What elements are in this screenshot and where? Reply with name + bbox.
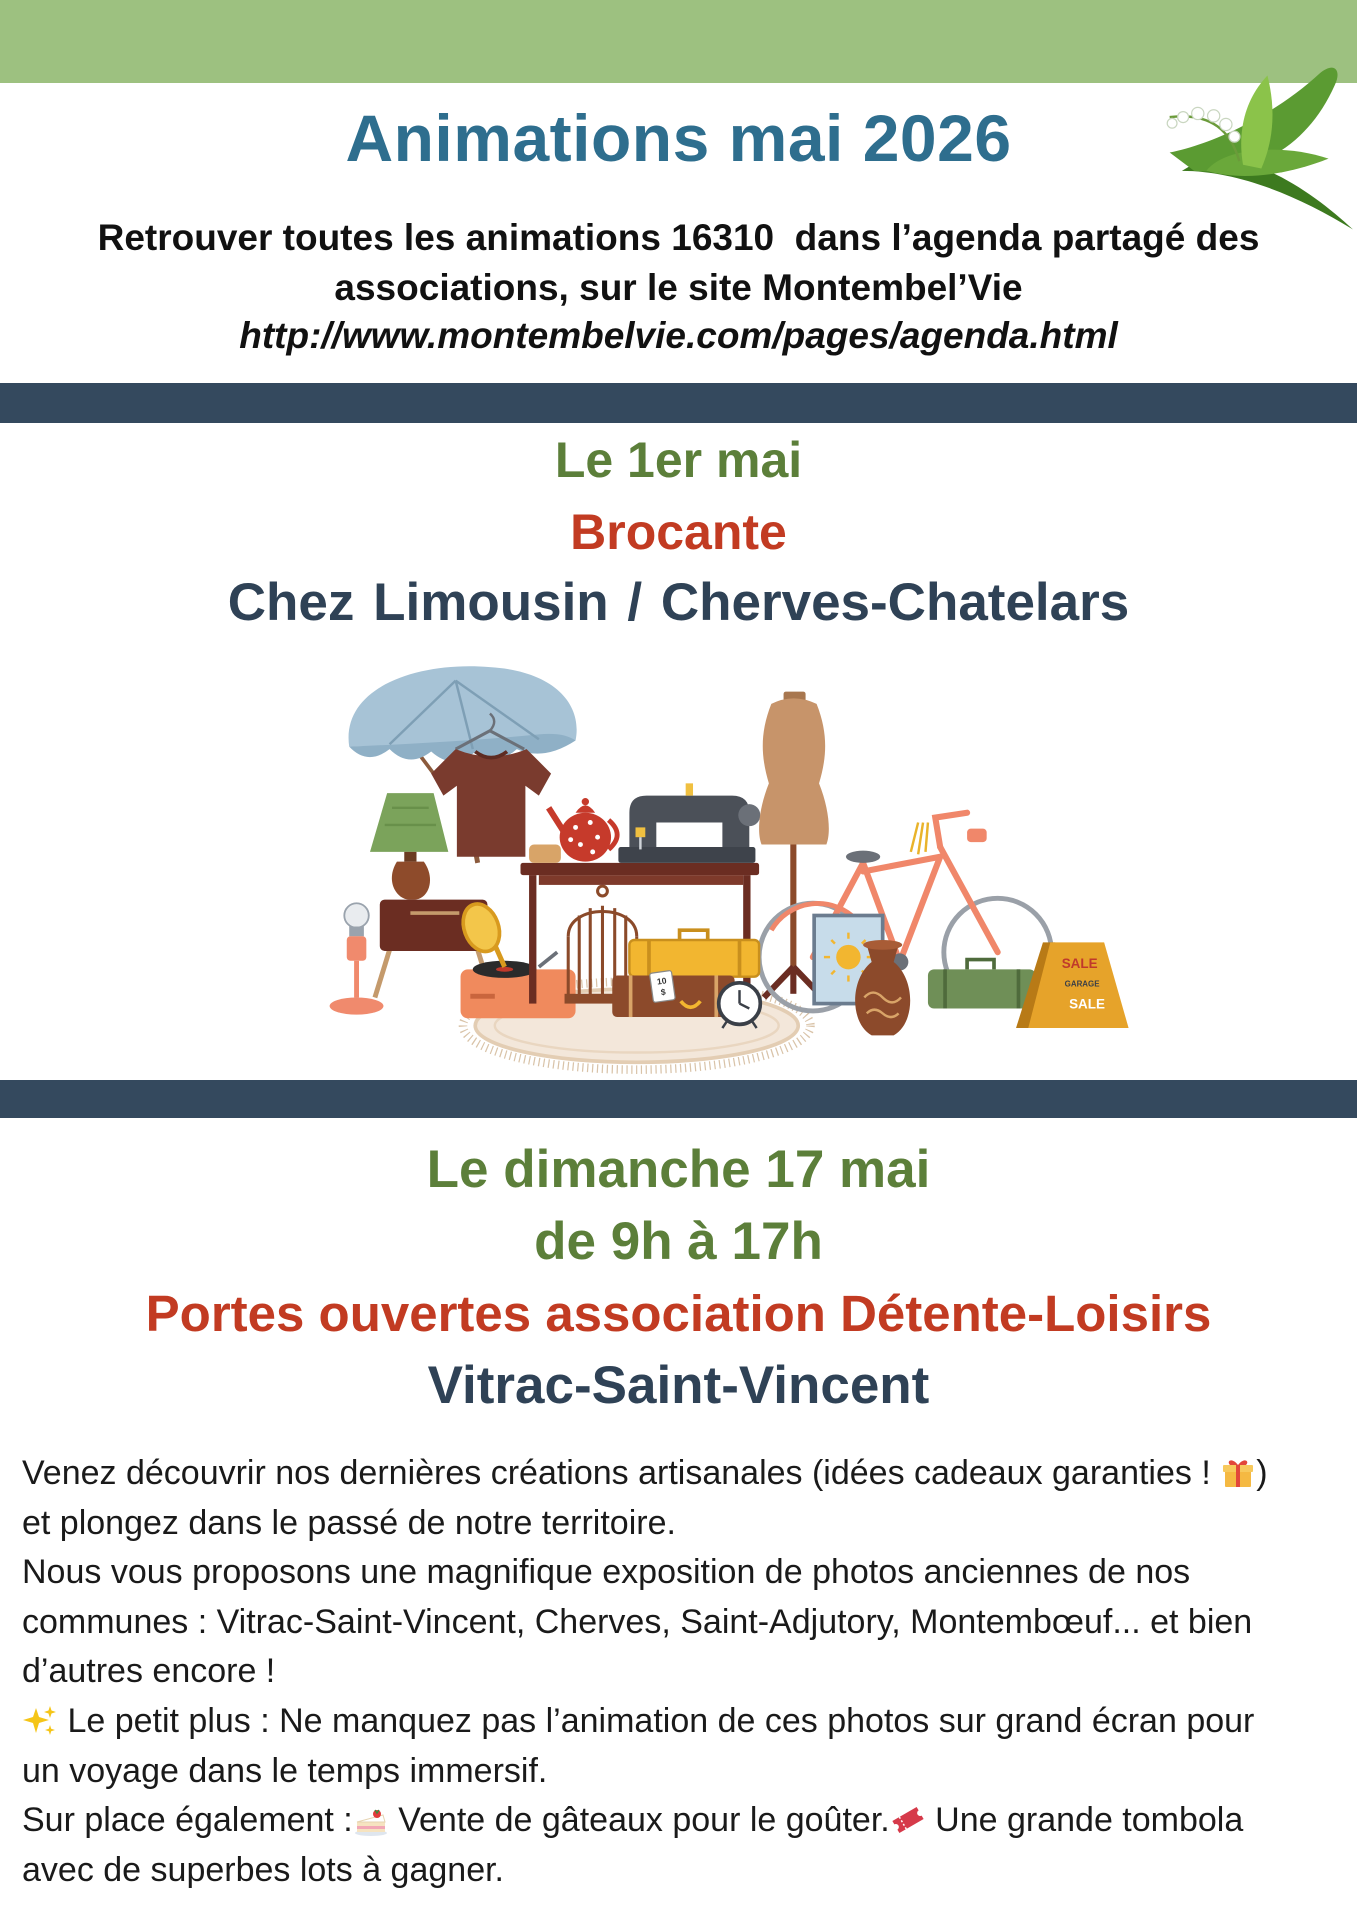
- sparkles-icon: [22, 1703, 58, 1739]
- intro-text-line: Retrouver toutes les animations 16310 dans l’agenda partagé des: [97, 217, 1260, 258]
- description-line: [22, 1697, 1254, 1747]
- sign-text-bottom: SALE: [1069, 996, 1105, 1012]
- description-line: [22, 1647, 275, 1697]
- section-divider: [0, 383, 1357, 423]
- agenda-link[interactable]: http://www.montembelvie.com/pages/agenda.html: [239, 315, 1118, 356]
- cake-icon: [353, 1802, 389, 1838]
- event-2-date: Le dimanche 17 mai: [426, 1140, 931, 1199]
- description-text: un voyage dans le temps immersif.: [22, 1751, 548, 1790]
- garage-sale-illustration: [318, 661, 1139, 1077]
- description-text: Vente de gâteaux pour le goûter.: [388, 1801, 890, 1840]
- description-text: avec de superbes lots à gagner.: [22, 1850, 504, 1889]
- description-text: et plongez dans le passé de notre territoire.: [22, 1503, 676, 1542]
- description-text: communes : Vitrac-Saint-Vincent, Cherves, Saint-Adjutory, Montembœuf... et bien: [22, 1602, 1253, 1641]
- description-text: ): [1256, 1454, 1268, 1492]
- price-tag: [649, 970, 675, 1002]
- event-1-date: Le 1er mai: [554, 432, 803, 488]
- sewing-machine: [618, 783, 760, 863]
- event-2-location: Vitrac-Saint-Vincent: [427, 1356, 930, 1415]
- gift-icon: [1220, 1455, 1256, 1491]
- description-text: Nous vous proposons une magnifique exposition de photos anciennes de nos: [22, 1553, 1191, 1592]
- description-line: [22, 1449, 1268, 1499]
- record-player: [457, 899, 576, 1018]
- sign-text-top: SALE: [1061, 956, 1098, 972]
- ticket-icon: [890, 1802, 926, 1838]
- price-tag-currency: $: [660, 986, 667, 998]
- event-2-hours: de 9h à 17h: [534, 1212, 823, 1271]
- description-text: Une grande tombola: [925, 1801, 1244, 1840]
- description-text: Sur place également :: [22, 1801, 353, 1840]
- event-1-location: Chez Limousin / Cherves-Chatelars: [227, 573, 1130, 632]
- intro-text-line: associations, sur le site Montembel’Vie: [334, 267, 1023, 308]
- description-text: d’autres encore !: [22, 1652, 276, 1691]
- description-line: [22, 1796, 1243, 1846]
- small-box: [529, 845, 561, 863]
- description-line: [22, 1548, 1190, 1598]
- description-line: [22, 1598, 1252, 1648]
- event-1-title: Brocante: [570, 504, 787, 560]
- lightbulb-lamp: [330, 903, 384, 1014]
- event-2-title: Portes ouvertes association Détente-Loisirs: [145, 1285, 1212, 1342]
- garage-sale-sign: [1016, 942, 1129, 1028]
- section-divider: [0, 1080, 1357, 1118]
- table-lamp: [370, 793, 448, 899]
- description-line: [22, 1747, 547, 1797]
- sign-text-middle: GARAGE: [1064, 979, 1100, 989]
- page-title: Animations mai 2026: [345, 101, 1012, 175]
- price-tag-amount: 10: [656, 975, 668, 987]
- description-line: [22, 1846, 504, 1896]
- description-text: Le petit plus : Ne manquez pas l’animation de ces photos sur grand écran pour: [58, 1702, 1255, 1740]
- description-line: [22, 1499, 676, 1549]
- description-text: Venez découvrir nos dernières créations artisanales (idées cadeaux garanties !: [22, 1454, 1221, 1492]
